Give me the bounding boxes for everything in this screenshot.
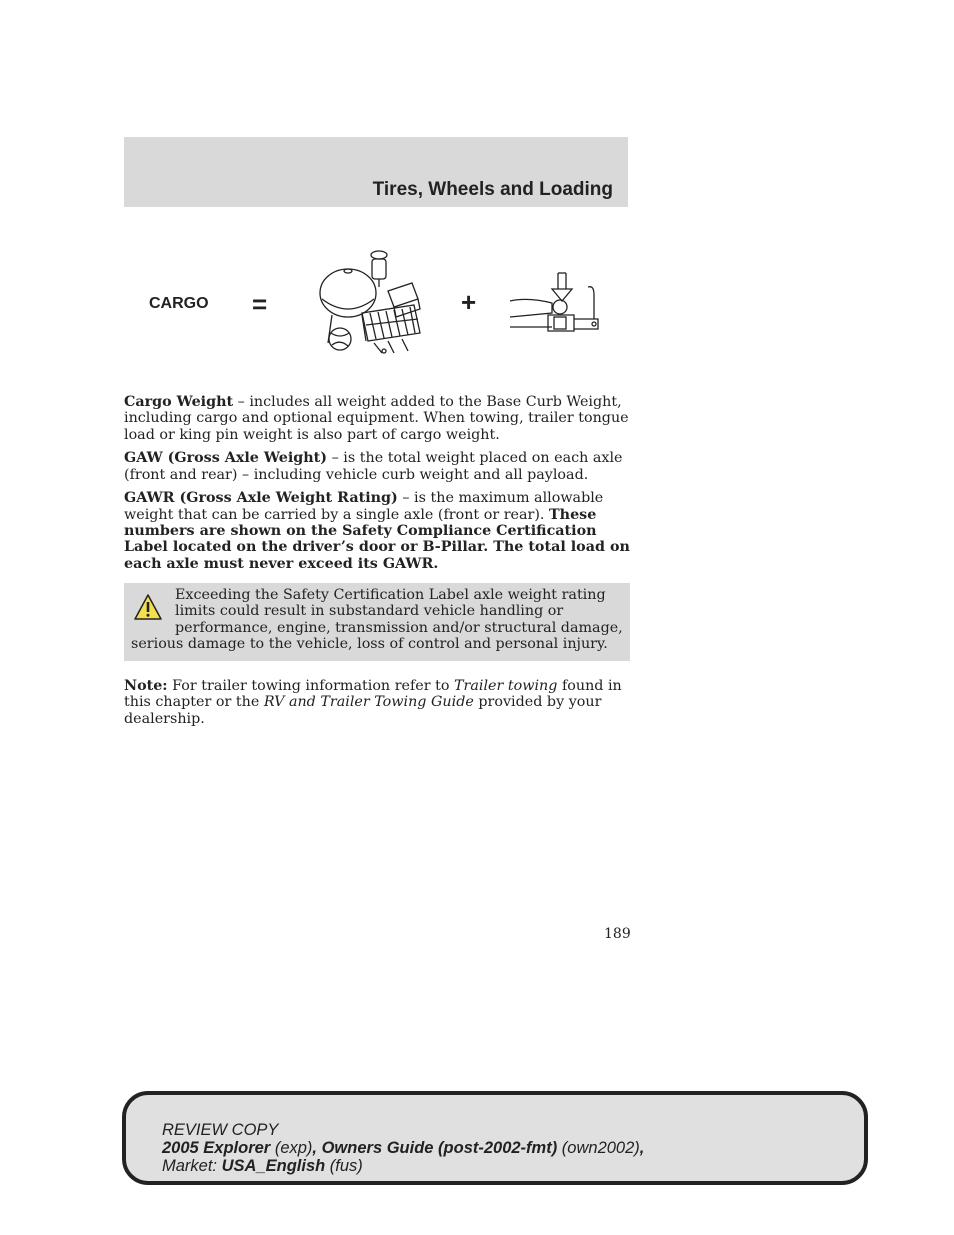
note-paragraph (124, 678, 630, 727)
footer-text (162, 1121, 644, 1175)
gawr-paragraph (124, 490, 630, 571)
cargo-weight-definition: – includes all weight added to the Base Curb Weight, including cargo and optional equipment. When towing, trailer tongue load or king pin weight is also part of cargo weight. (124, 394, 629, 443)
gawr-emphasis: These numbers are shown on the Safety Compliance Certification Label located on the driver’s door or B-Pillar. The total load on each axle must never exceed its GAWR. (124, 506, 630, 572)
body-text (124, 394, 630, 735)
cargo-label: CARGO (149, 295, 209, 312)
footer-market: USA_English (221, 1157, 326, 1175)
review-copy-footer (122, 1091, 868, 1185)
trailer-towing-reference: Trailer towing (454, 678, 558, 695)
cargo-weight-term: Cargo Weight (124, 394, 234, 410)
note-text-3: provided by your dealership. (124, 694, 602, 727)
review-copy-label: REVIEW COPY (162, 1121, 279, 1139)
warning-triangle-icon (133, 593, 163, 621)
cargo-figure (124, 235, 628, 365)
gaw-definition: – is the total weight placed on each axle (front and rear) – including vehicle curb weight and all payload. (124, 450, 623, 483)
footer-separator-2: , (639, 1139, 645, 1157)
cargo-weight-paragraph (124, 394, 630, 443)
footer-guide-code: (own2002) (557, 1139, 640, 1157)
footer-market-line (162, 1157, 644, 1175)
footer-separator-1: , (312, 1139, 322, 1157)
footer-guide-line (162, 1139, 644, 1157)
gaw-term: GAW (Gross Axle Weight) (124, 450, 328, 467)
chapter-title: Tires, Wheels and Loading (372, 179, 613, 200)
gawr-term: GAWR (Gross Axle Weight Rating) (124, 490, 398, 507)
note-label: Note: (124, 678, 168, 695)
footer-market-code: (fus) (325, 1157, 363, 1175)
page-number: 189 (604, 926, 631, 942)
note-text-1: For trailer towing information refer to (167, 678, 455, 695)
warning-box (124, 583, 630, 661)
note-text-2: found in this chapter or the (124, 678, 622, 711)
footer-model-code: (exp) (270, 1139, 313, 1157)
equals-sign: = (252, 289, 268, 319)
warning-text: Exceeding the Safety Certification Label axle weight rating limits could result in substandard vehicle handling or performance, engine, transmission and/or structural damage, serious damage to the vehicle, loss of control and personal injury. (131, 586, 623, 652)
gaw-paragraph (124, 450, 630, 483)
footer-model: 2005 Explorer (162, 1139, 271, 1157)
chapter-header (124, 137, 628, 207)
cargo-items-illustration (318, 243, 428, 355)
trailer-hitch-illustration (508, 271, 604, 345)
footer-guide: Owners Guide (post-2002-fmt) (321, 1139, 558, 1157)
footer-market-label: Market: (162, 1157, 222, 1175)
gawr-definition: – is the maximum allowable weight that can be carried by a single axle (front or rear). (124, 490, 604, 523)
towing-guide-reference: RV and Trailer Towing Guide (263, 694, 474, 711)
plus-sign: + (461, 287, 477, 317)
